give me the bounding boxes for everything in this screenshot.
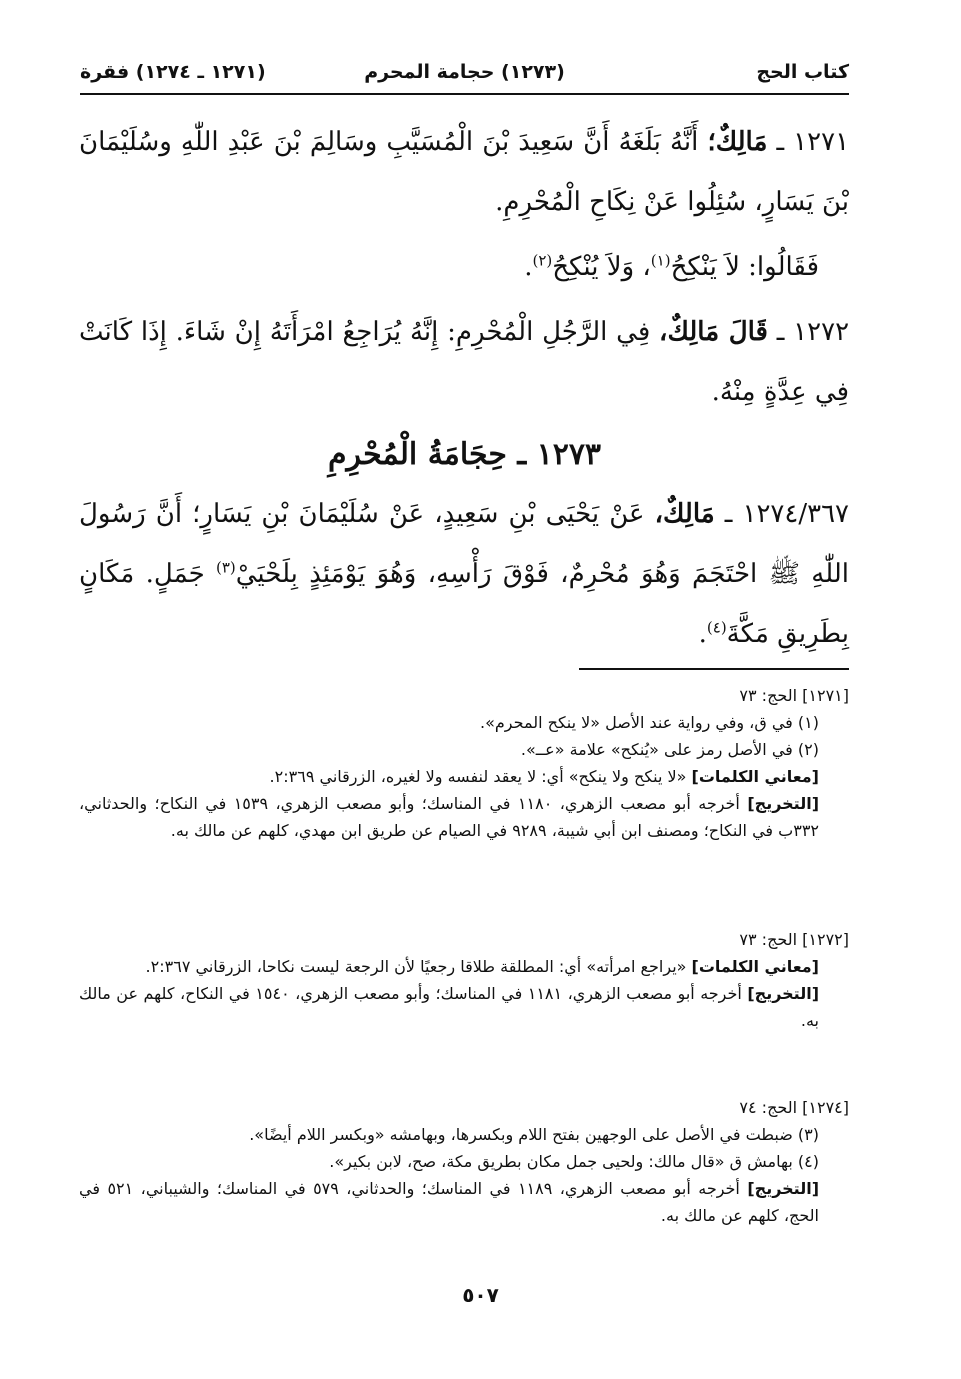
footnote-2: (٢) في الأصل رمز على «يُنكح» علامة «عــ». [520,740,819,759]
punctuation: . [524,252,533,282]
header-chapter-title: (١٢٧٣) حجامة المحرم [364,61,565,83]
paragraph-number: ١٢٧٢ ـ [776,317,850,347]
footnote-separator [579,668,849,670]
notes-1274 [79,1094,849,1229]
footnote-marker-2[interactable]: (٢) [532,251,553,270]
takhrij-label: [التخريج] [747,794,820,813]
takhrij-label: [التخريج] [747,1179,820,1198]
footnote-marker-3[interactable]: (٣) [215,558,236,577]
notes-1271 [79,682,849,844]
takhrij-text: أخرجه أبو مصعب الزهري، ١١٨١ في المناسك؛ وأبو مصعب الزهري، ١٥٤٠ في النكاح، كلهم عن مالك به. [79,984,819,1030]
note-reference-1272: [١٢٧٢] الحج: ٧٣ [739,930,849,949]
page-number: ٥٠٧ [462,1283,499,1307]
paragraph-text: عَنْ يَحْيَى بْنِ سَعِيدٍ، عَنْ سُلَيْمَانَ بْنِ يَسَارٍ؛ أَنَّ رَسُولَ اللّٰهِ ﷺ احْتَجَمَ وَهُوَ مُحْرِمٌ، فَوْقَ رَأْسِهِ، وَهُوَ يَوْمَئِذٍ بِلَحْيَيْ [79,499,849,589]
takhrij-1272 [79,980,849,1034]
takhrij-text: أخرجه أبو مصعب الزهري، ١١٨٠ في المناسك؛ وأبو مصعب الزهري، ١٥٣٩ في النكاح؛ والحدثاني، ٣٣٢ب في النكاح؛ ومصنف ابن أبي شيبة، ٩٢٨٩ في الصيام عن طريق ابن مهدي، كلهم عن مالك به. [79,794,819,840]
word-meanings-1271 [79,763,849,790]
paragraph-text: فِي الرَّجُلِ الْمُحْرِمِ: إِنَّهُ يُرَاجِعُ امْرَأَتَهُ إِنْ شَاءَ. إِذَا كَانَتْ فِي عِدَّةٍ مِنْهُ. [79,317,849,407]
header-book-title: كتاب الحج [756,61,849,83]
footnote-marker-1[interactable]: (١) [650,251,671,270]
footnote-4: (٤) بهامش ق «قال مالك: ولحيى جمل مكان بطريق مكة، صح، لابن بكير». [329,1152,819,1171]
notes-1272 [79,926,849,1034]
header-rule [80,93,849,95]
paragraph-text: فَقَالُوا: لاَ يَنْكِحُ [670,252,819,282]
punctuation: . [698,619,707,649]
word-meanings-label: [معاني الكلمات] [691,767,819,786]
word-meanings-text: «يراجع امرأته» أي: المطلقة طلاقا رجعيًا لأن الرجعة ليست نكاحا، الزرقاني ٢:٣٦٧. [145,957,692,976]
note-reference-1271: [١٢٧١] الحج: ٧٣ [739,686,849,705]
paragraph-1272 [79,302,849,422]
paragraph-text: أَنَّهُ بَلَغَهُ أَنَّ سَعِيدَ بْنَ الْمُسَيَّبِ وسَالِمَ بْنَ عَبْدِ اللّٰهِ وسُلَيْمَانَ بْنَ يَسَارٍ، سُئِلُوا عَنْ نِكَاحِ الْمُحْرِمِ. [79,127,849,217]
narrator-name: مَالِكٌ، [654,499,715,529]
narrator-name: مَالِكٌ؛ [707,127,768,157]
paragraph-1271-answer [79,237,849,297]
footnote-3: (٣) ضبطت في الأصل على الوجهين بفتح اللام وبكسرها، وبهامشه «وبكسر اللام أيضًا». [249,1125,819,1144]
note-reference-1274: [١٢٧٤] الحج: ٧٤ [739,1098,849,1117]
section-title: ١٢٧٣ ـ حِجَامَةُ الْمُحْرِمِ [327,437,602,472]
paragraph-1274 [79,484,849,664]
footnote-marker-4[interactable]: (٤) [706,618,727,637]
word-meanings-1272 [79,953,849,980]
narrator-name: قَالَ مَالِكٌ، [659,317,768,347]
running-header [80,58,849,88]
word-meanings-label: [معاني الكلمات] [691,957,819,976]
takhrij-label: [التخريج] [747,984,820,1003]
word-meanings-text: «لا ينكح ولا ينكح» أي: لا يعقد لنفسه ولا لغيره، الزرقاني ٢:٣٦٩. [269,767,692,786]
takhrij-1271 [79,790,849,844]
takhrij-1274 [79,1175,849,1229]
paragraph-number: ١٢٧١ ـ [776,127,850,157]
paragraph-text: ، وَلاَ يُنْكِحُ [552,252,651,282]
paragraph-text: جَمَلٍ. مَكَانٍ بِطَرِيقِ مَكَّةَ [79,559,849,649]
footnote-1: (١) في ق، وفي رواية عند الأصل «لا ينكح المحرم». [480,713,819,732]
header-paragraph-range: (١٢٧١ ـ ١٢٧٤) فقرة [80,61,266,83]
paragraph-number: ١٢٧٤/٣٦٧ ـ [724,499,849,529]
takhrij-text: أخرجه أبو مصعب الزهري، ١١٨٩ في المناسك؛ والحدثاني، ٥٧٩ في المناسك؛ والشيباني، ٥٢١ في الحج، كلهم عن مالك به. [79,1179,819,1225]
paragraph-1271 [79,112,849,232]
